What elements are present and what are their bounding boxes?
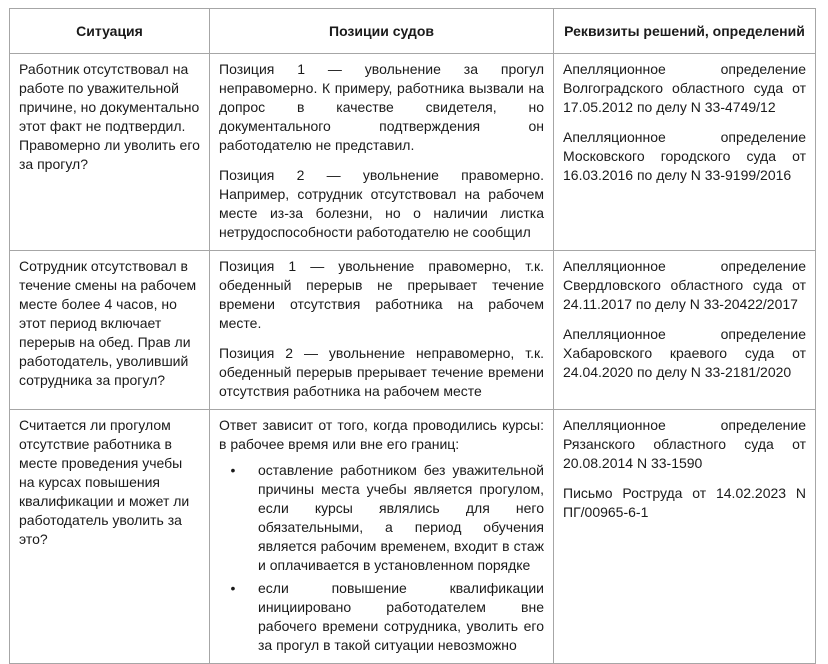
position-paragraph: Позиция 2 — увольнение правомерно. Например, сотрудник отсутствовал на рабочем месте из-за болезни, но о наличии листка нетрудоспособности работодателю не сообщил bbox=[219, 167, 544, 240]
header-court-positions: Позиции судов bbox=[210, 9, 554, 54]
position-paragraph: Позиция 2 — увольнение неправомерно, т.к. обеденный перерыв прерывает течение времени отсутствия работника на рабочем месте bbox=[219, 345, 544, 399]
refs-cell bbox=[554, 410, 816, 664]
situation-cell: Считается ли прогулом отсутствие работника в месте проведения учебы на курсах повышения квалификации и может ли работодатель уволить за это? bbox=[10, 410, 210, 664]
situation-cell: Сотрудник отсутствовал в течение смены на рабочем месте более 4 часов, но этот период включает перерыв на обед. Прав ли работодатель, уволивший сотрудника за прогул? bbox=[10, 251, 210, 410]
positions-cell bbox=[210, 251, 554, 410]
list-item bbox=[219, 579, 544, 655]
reference-paragraph: Апелляционное определение Рязанского областного суда от 20.08.2014 N 33-1590 bbox=[563, 417, 806, 471]
reference-paragraph: Апелляционное определение Волгоградского областного суда от 17.05.2012 по делу N 33-4749/12 bbox=[563, 61, 806, 115]
header-row bbox=[10, 9, 816, 54]
table-row bbox=[10, 54, 816, 251]
refs-cell bbox=[554, 54, 816, 251]
bullet-list bbox=[219, 461, 544, 655]
bullet-icon: • bbox=[230, 580, 236, 596]
reference-paragraph: Апелляционное определение Свердловского областного суда от 24.11.2017 по делу N 33-20422/2017 bbox=[563, 258, 806, 312]
positions-cell bbox=[210, 410, 554, 664]
reference-paragraph: Письмо Роструда от 14.02.2023 N ПГ/00965-6-1 bbox=[563, 485, 806, 520]
position-paragraph: Позиция 1 — увольнение правомерно, т.к. обеденный перерыв не прерывает течение времени отсутствия работника на рабочем месте. bbox=[219, 258, 544, 331]
refs-cell bbox=[554, 251, 816, 410]
reference-paragraph: Апелляционное определение Хабаровского краевого суда от 24.04.2020 по делу N 33-2181/2020 bbox=[563, 326, 806, 380]
list-item bbox=[219, 461, 544, 575]
reference-paragraph: Апелляционное определение Московского городского суда от 16.03.2016 по делу N 33-9199/2016 bbox=[563, 129, 806, 183]
answer-intro: Ответ зависит от того, когда проводились курсы: в рабочее время или вне его границ: bbox=[219, 417, 544, 452]
list-item-text: если повышение квалификации инициировано работодателем вне рабочего времени сотрудника, уволить его за прогул в такой ситуации невозможно bbox=[258, 580, 544, 653]
bullet-icon: • bbox=[230, 462, 236, 478]
header-situation: Ситуация bbox=[10, 9, 210, 54]
situation-cell: Работник отсутствовал на работе по уважительной причине, но документально этот факт не подтвердил. Правомерно ли уволить его за прогул? bbox=[10, 54, 210, 251]
court-positions-table bbox=[9, 8, 816, 664]
positions-cell bbox=[210, 54, 554, 251]
position-paragraph: Позиция 1 — увольнение за прогул неправомерно. К примеру, работника вызвали на допрос в качестве свидетеля, но документального подтверждения он работодателю не представил. bbox=[219, 61, 544, 153]
table-row bbox=[10, 410, 816, 664]
document-page bbox=[9, 8, 816, 664]
list-item-text: оставление работником без уважительной причины места учебы является прогулом, если курсы являлись для него обязательными, а период обучения является рабочим временем, входит в стаж и оплачивается в установленном порядке bbox=[258, 462, 544, 573]
header-decision-details: Реквизиты решений, определений bbox=[554, 9, 816, 54]
table-row bbox=[10, 251, 816, 410]
